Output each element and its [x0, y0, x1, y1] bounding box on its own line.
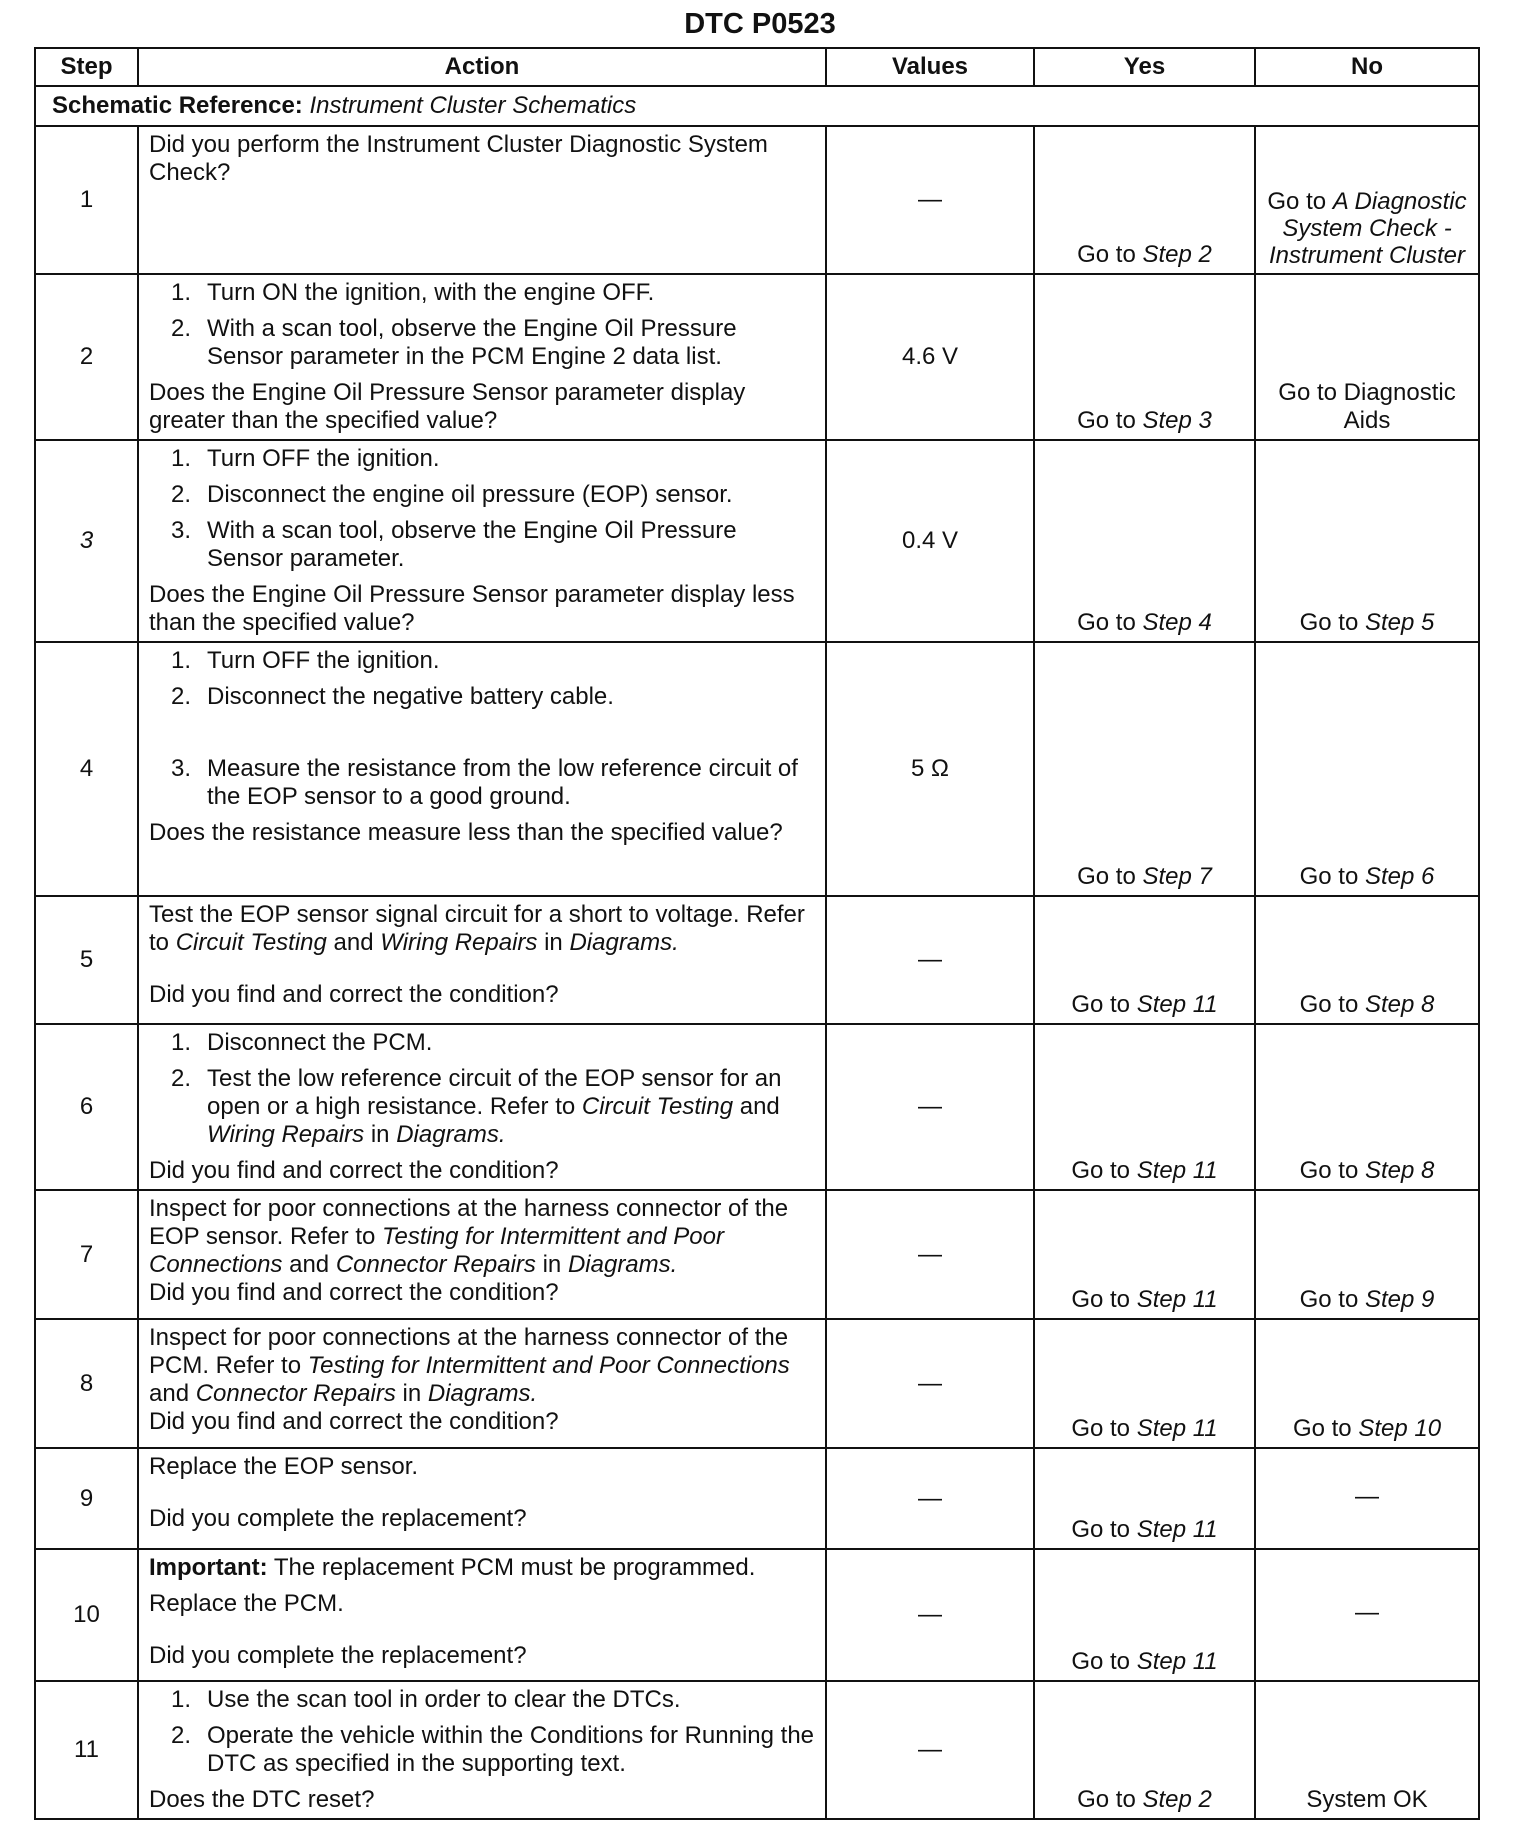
- step-number: 3: [35, 440, 138, 642]
- header-yes: Yes: [1034, 48, 1255, 86]
- no-step-link[interactable]: Step 8: [1364, 991, 1435, 1018]
- action-question: Does the resistance measure less than the specified value?: [149, 819, 783, 846]
- list-item: 1. Turn ON the ignition, with the engine OFF.: [171, 279, 655, 306]
- list-item: 2. Disconnect the engine oil pressure (EOP) sensor.: [171, 481, 733, 508]
- action-cell: [138, 1549, 826, 1681]
- schematic-row: [35, 86, 1479, 126]
- yes-cell: [1034, 1190, 1255, 1319]
- go-to-label: Go to: [1299, 1157, 1359, 1184]
- yes-cell: [1034, 1319, 1255, 1448]
- yes-cell: [1034, 126, 1255, 274]
- table-row: [35, 642, 1479, 896]
- list-item: 3. With a scan tool, observe the Engine Oil Pressure Sensor parameter.: [171, 517, 737, 572]
- no-cell: [1255, 1190, 1479, 1319]
- action-list: [149, 445, 815, 573]
- value-cell: —: [826, 1024, 1034, 1190]
- action-text: Inspect for poor connections at the harness connector of the PCM. Refer to Testing for Intermittent and Poor Connections and Connector Repairs in Diagrams.: [149, 1324, 790, 1407]
- go-to-label: Go to: [1077, 609, 1136, 636]
- reference-link[interactable]: Wiring Repairs: [380, 929, 538, 956]
- header-values: Values: [826, 48, 1034, 86]
- header-no: No: [1255, 48, 1479, 86]
- go-to-label: Go to: [1299, 1286, 1359, 1313]
- header-row: [35, 48, 1479, 86]
- no-link[interactable]: Go to Diagnostic Aids: [1278, 379, 1456, 434]
- table-row: [35, 1190, 1479, 1319]
- reference-link[interactable]: Diagrams.: [396, 1121, 506, 1148]
- reference-link[interactable]: Circuit Testing: [581, 1093, 734, 1120]
- go-to-label: Go to: [1077, 1786, 1136, 1813]
- table-row: [35, 1448, 1479, 1549]
- table-row: [35, 274, 1479, 440]
- reference-link[interactable]: Testing for Intermittent and Poor Connections: [149, 1223, 724, 1278]
- header-step: Step: [35, 48, 138, 86]
- schematic-reference: [35, 86, 1479, 126]
- no-link[interactable]: A Diagnostic System Check - Instrument Cluster: [1268, 188, 1467, 269]
- list-item: 2. Test the low reference circuit of the EOP sensor for an open or a high resistance. Refer to Circuit Testing and Wiring Repairs in Diagrams.: [171, 1065, 782, 1148]
- value-cell: 0.4 V: [826, 440, 1034, 642]
- go-to-label: Go to: [1299, 991, 1359, 1018]
- action-question: Did you find and correct the condition?: [149, 1279, 559, 1306]
- reference-link[interactable]: Diagrams.: [569, 929, 679, 956]
- yes-step-link[interactable]: Step 11: [1136, 1157, 1218, 1184]
- action-cell: [138, 440, 826, 642]
- action-cell: [138, 274, 826, 440]
- go-to-label: Go to: [1299, 863, 1359, 890]
- action-list: [149, 1686, 815, 1778]
- action-cell: [138, 1190, 826, 1319]
- action-text: Inspect for poor connections at the harness connector of the EOP sensor. Refer to Testing for Intermittent and Poor Connections and Connector Repairs in Diagrams.: [149, 1195, 789, 1278]
- list-gap: [149, 719, 815, 755]
- go-to-label: Go to: [1299, 609, 1359, 636]
- go-to-label: Go to: [1077, 241, 1136, 268]
- go-to-label: Go to: [1267, 188, 1327, 215]
- no-cell: System OK: [1255, 1681, 1479, 1819]
- action-question: Does the Engine Oil Pressure Sensor parameter display greater than the specified value?: [149, 379, 746, 434]
- action-question: Did you complete the replacement?: [149, 1505, 527, 1532]
- step-number: 9: [35, 1448, 138, 1549]
- go-to-label: Go to: [1077, 407, 1136, 434]
- go-to-label: Go to: [1071, 1286, 1131, 1313]
- action-list: [149, 279, 815, 371]
- yes-cell: [1034, 642, 1255, 896]
- yes-cell: [1034, 896, 1255, 1024]
- no-cell: [1255, 1024, 1479, 1190]
- action-cell: [138, 126, 826, 274]
- action-text: Did you perform the Instrument Cluster Diagnostic System Check?: [149, 131, 768, 186]
- step-number: 8: [35, 1319, 138, 1448]
- action-question: Did you complete the replacement?: [149, 1642, 527, 1669]
- no-cell: —: [1255, 1549, 1479, 1681]
- step-number: 4: [35, 642, 138, 896]
- reference-link[interactable]: Connector Repairs: [195, 1380, 396, 1407]
- spacer: [149, 1481, 815, 1505]
- reference-link[interactable]: Connector Repairs: [335, 1251, 536, 1278]
- yes-cell: [1034, 1024, 1255, 1190]
- action-cell: [138, 642, 826, 896]
- spacer: [149, 957, 815, 981]
- action-cell: [138, 896, 826, 1024]
- yes-step-link[interactable]: Step 11: [1136, 991, 1218, 1018]
- go-to-label: Go to: [1077, 863, 1136, 890]
- value-cell: —: [826, 1448, 1034, 1549]
- list-item: 3. Measure the resistance from the low reference circuit of the EOP sensor to a good ground.: [171, 755, 798, 810]
- diagnostic-table: [34, 47, 1480, 1820]
- no-step-link[interactable]: Step 8: [1364, 1157, 1435, 1184]
- yes-step-link[interactable]: Step 4: [1142, 609, 1212, 636]
- yes-step-link[interactable]: Step 2: [1142, 241, 1212, 268]
- action-list: [149, 1029, 815, 1149]
- action-text: Test the EOP sensor signal circuit for a short to voltage. Refer to Circuit Testing and Wiring Repairs in Diagrams.: [149, 901, 805, 956]
- table-row: [35, 896, 1479, 1024]
- value-cell: —: [826, 1319, 1034, 1448]
- yes-cell: [1034, 1681, 1255, 1819]
- table-row: [35, 1549, 1479, 1681]
- no-cell: [1255, 642, 1479, 896]
- list-item: 1. Turn OFF the ignition.: [171, 647, 440, 674]
- no-step-link[interactable]: Step 10: [1358, 1415, 1442, 1442]
- value-cell: —: [826, 1190, 1034, 1319]
- yes-step-link[interactable]: Step 11: [1136, 1286, 1218, 1313]
- value-cell: —: [826, 126, 1034, 274]
- yes-step-link[interactable]: Step 11: [1136, 1648, 1218, 1675]
- step-number: 5: [35, 896, 138, 1024]
- action-cell: [138, 1024, 826, 1190]
- no-cell: —: [1255, 1448, 1479, 1549]
- list-item: 1. Use the scan tool in order to clear the DTCs.: [171, 1686, 681, 1713]
- no-step-link[interactable]: Step 6: [1364, 863, 1435, 890]
- reference-link[interactable]: Diagrams.: [567, 1251, 678, 1278]
- spacer: [149, 1618, 815, 1642]
- yes-step-link[interactable]: Step 7: [1142, 863, 1212, 890]
- yes-cell: [1034, 274, 1255, 440]
- schematic-link[interactable]: Instrument Cluster Schematics: [309, 92, 637, 119]
- action-text: Replace the PCM.: [149, 1590, 344, 1617]
- no-step-link[interactable]: Step 5: [1364, 609, 1435, 636]
- go-to-label: Go to: [1071, 991, 1131, 1018]
- go-to-label: Go to: [1071, 1516, 1131, 1543]
- yes-cell: [1034, 440, 1255, 642]
- list-item: 1. Turn OFF the ignition.: [171, 445, 440, 472]
- step-number: 10: [35, 1549, 138, 1681]
- reference-link[interactable]: Circuit Testing: [175, 929, 327, 956]
- no-cell: [1255, 274, 1479, 440]
- yes-step-link[interactable]: Step 11: [1136, 1415, 1218, 1442]
- yes-step-link[interactable]: Step 2: [1142, 1786, 1212, 1813]
- value-cell: 4.6 V: [826, 274, 1034, 440]
- yes-step-link[interactable]: Step 11: [1136, 1516, 1218, 1543]
- table-row: [35, 1681, 1479, 1819]
- action-question: Did you find and correct the condition?: [149, 1408, 559, 1435]
- important-note: Important: The replacement PCM must be programmed.: [149, 1554, 756, 1581]
- yes-cell: [1034, 1448, 1255, 1549]
- go-to-label: Go to: [1071, 1157, 1131, 1184]
- reference-link[interactable]: Wiring Repairs: [207, 1121, 365, 1148]
- action-question: Does the DTC reset?: [149, 1786, 375, 1813]
- table-row: [35, 126, 1479, 274]
- action-list: [149, 647, 815, 811]
- value-cell: —: [826, 1681, 1034, 1819]
- list-item: 2. Operate the vehicle within the Conditions for Running the DTC as specified in the supporting text.: [171, 1722, 815, 1777]
- action-text: Replace the EOP sensor.: [149, 1453, 419, 1480]
- reference-link[interactable]: Testing for Intermittent and Poor Connections: [307, 1352, 790, 1379]
- no-step-link[interactable]: Step 9: [1364, 1286, 1435, 1313]
- action-question: Does the Engine Oil Pressure Sensor parameter display less than the specified value?: [149, 581, 795, 636]
- value-cell: —: [826, 1549, 1034, 1681]
- go-to-label: Go to: [1071, 1415, 1131, 1442]
- go-to-label: Go to: [1292, 1415, 1352, 1442]
- value-cell: 5 Ω: [826, 642, 1034, 896]
- step-number: 7: [35, 1190, 138, 1319]
- header-action: Action: [138, 48, 826, 86]
- no-cell: [1255, 896, 1479, 1024]
- value-cell: —: [826, 896, 1034, 1024]
- schematic-label: Schematic Reference:: [52, 92, 303, 119]
- step-number: 1: [35, 126, 138, 274]
- table-row: [35, 1024, 1479, 1190]
- step-number: 2: [35, 274, 138, 440]
- no-cell: [1255, 440, 1479, 642]
- action-cell: [138, 1319, 826, 1448]
- list-item: 1. Disconnect the PCM.: [171, 1029, 433, 1056]
- page-title: DTC P0523: [684, 8, 836, 40]
- yes-step-link[interactable]: Step 3: [1142, 407, 1212, 434]
- reference-link[interactable]: Diagrams.: [427, 1380, 538, 1407]
- no-cell: [1255, 1319, 1479, 1448]
- step-number: 6: [35, 1024, 138, 1190]
- go-to-label: Go to: [1071, 1648, 1131, 1675]
- yes-cell: [1034, 1549, 1255, 1681]
- no-cell: [1255, 126, 1479, 274]
- action-question: Did you find and correct the condition?: [149, 1157, 559, 1184]
- action-question: Did you find and correct the condition?: [149, 981, 559, 1008]
- list-item: 2. With a scan tool, observe the Engine Oil Pressure Sensor parameter in the PCM Engine 2 data list.: [171, 315, 737, 370]
- table-row: [35, 1319, 1479, 1448]
- list-item: 2. Disconnect the negative battery cable.: [171, 683, 614, 710]
- action-cell: [138, 1448, 826, 1549]
- step-number: 11: [35, 1681, 138, 1819]
- table-row: [35, 440, 1479, 642]
- action-cell: [138, 1681, 826, 1819]
